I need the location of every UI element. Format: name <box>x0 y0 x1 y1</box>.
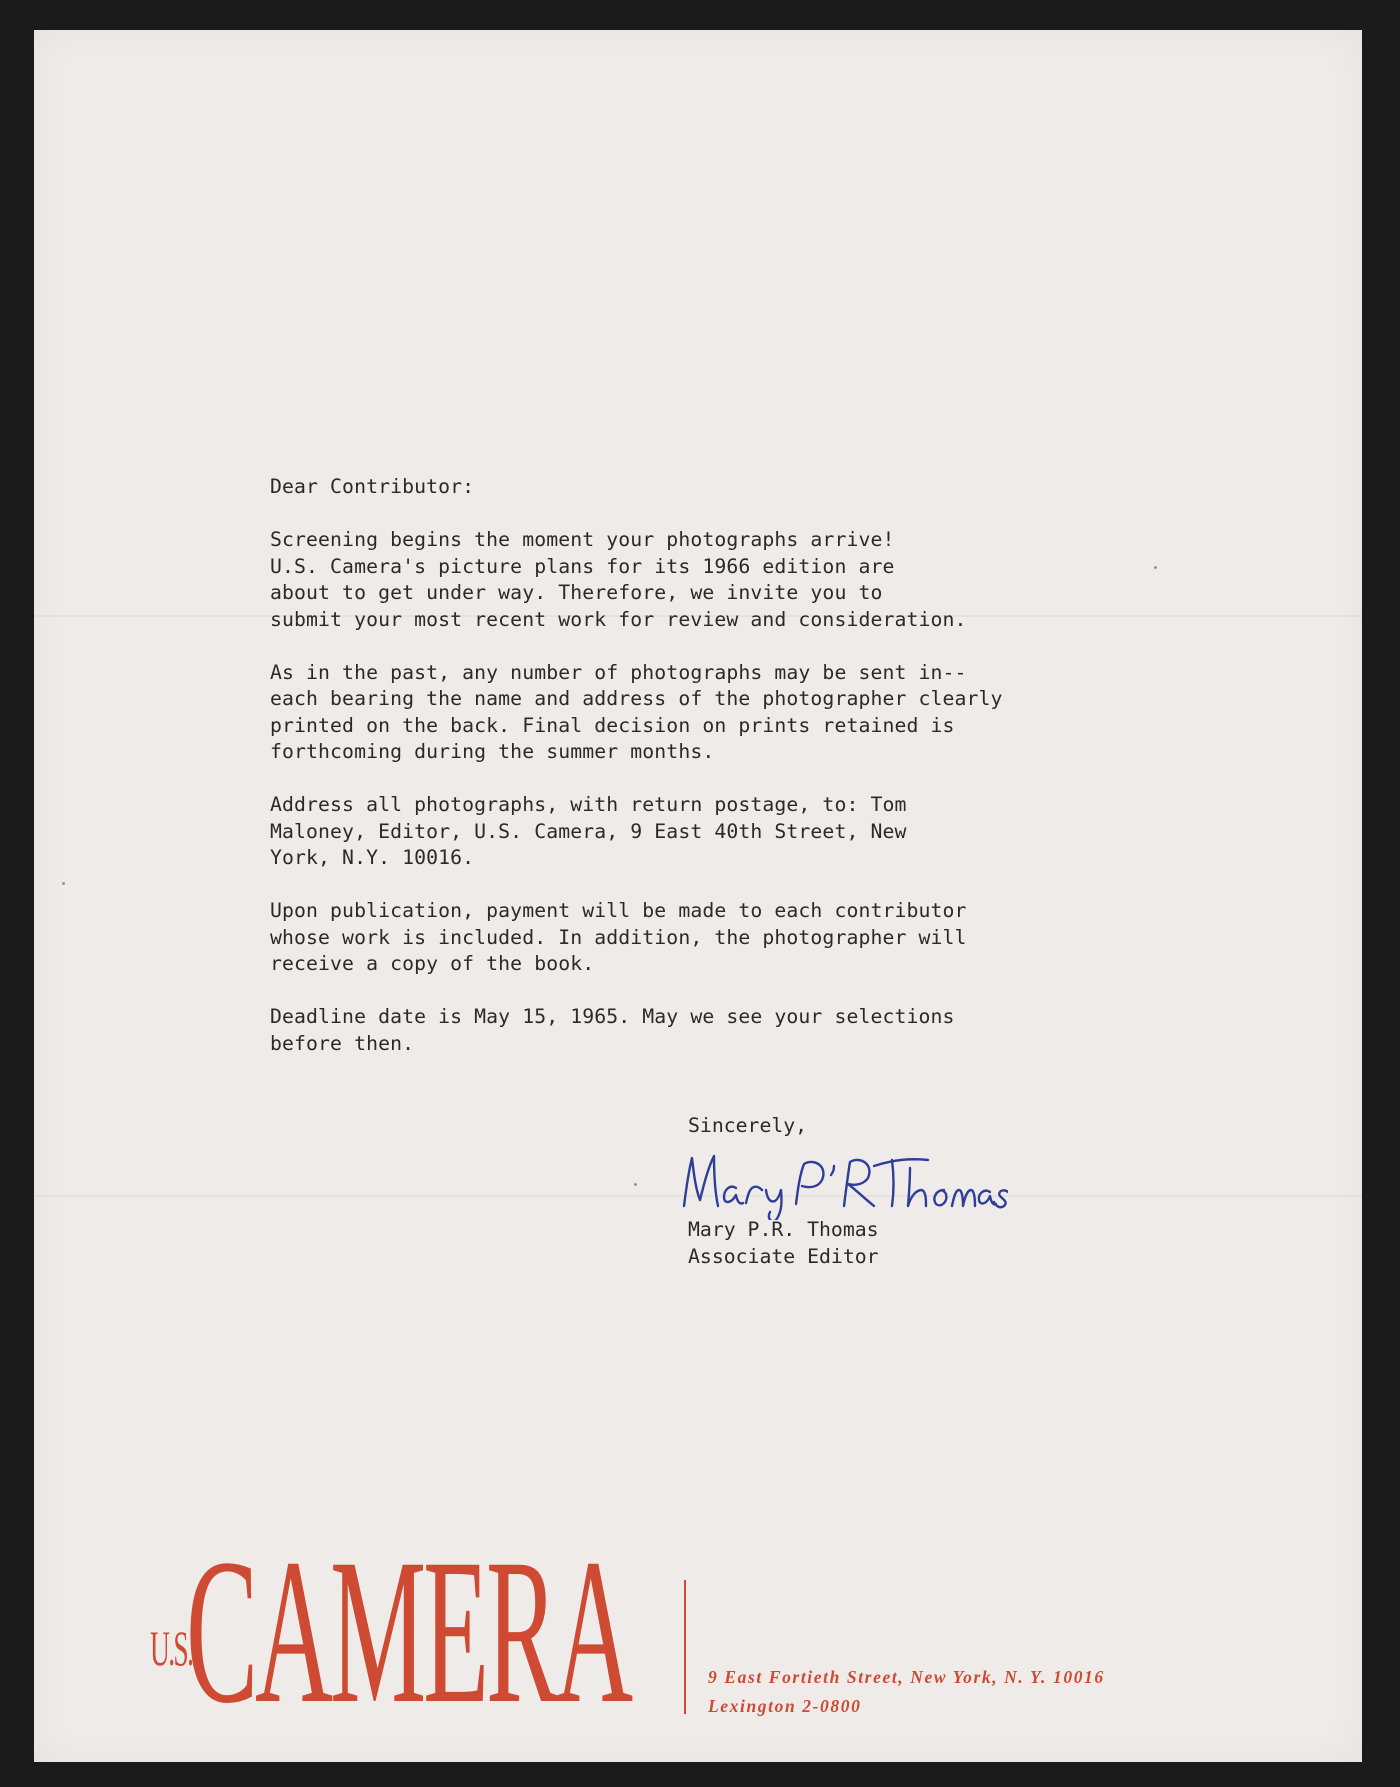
address-phone: Lexington 2-0800 <box>708 1696 862 1716</box>
letter-body <box>270 474 1150 1084</box>
address-street: 9 East Fortieth Street, New York, N. Y. 10016 <box>708 1667 1105 1687</box>
paper-speck <box>634 1183 637 1186</box>
signer-title: Associate Editor <box>688 1244 879 1268</box>
closing: Sincerely, <box>688 1114 808 1137</box>
paper-speck <box>1154 566 1157 569</box>
paragraph-submission: As in the past, any number of photographs may be sent in-- each bearing the name and address of the photographer clearly printed on the back. Final decision on prints retained is forthcoming during the summer months. <box>270 660 1003 763</box>
paragraph-screening: Screening begins the moment your photographs arrive! U.S. Camera's picture plans for its 1966 edition are about to get under way. Therefore, we invite you to submit your most recent work for review and consideration. <box>270 528 967 631</box>
letterhead-divider <box>684 1580 686 1714</box>
salutation: Dear Contributor: <box>270 475 475 498</box>
signer-name: Mary P.R. Thomas <box>688 1218 879 1241</box>
paper-speck <box>62 882 65 885</box>
logo-prefix: U.S. <box>150 1620 193 1676</box>
paragraph-payment: Upon publication, payment will be made to each contributor whose work is included. In addition, the photographer will receive a copy of the book. <box>270 899 967 975</box>
paragraph-address: Address all photographs, with return postage, to: Tom Maloney, Editor, U.S. Camera, 9 East 40th Street, New York, N.Y. 10016. <box>270 793 907 869</box>
signature-block <box>688 1217 879 1270</box>
handwritten-signature <box>678 1140 1008 1220</box>
letterhead-address <box>708 1663 1105 1721</box>
paragraph-deadline: Deadline date is May 15, 1965. May we see your selections before then. <box>270 1005 955 1055</box>
logo-wordmark: CAMERA <box>186 1516 631 1746</box>
